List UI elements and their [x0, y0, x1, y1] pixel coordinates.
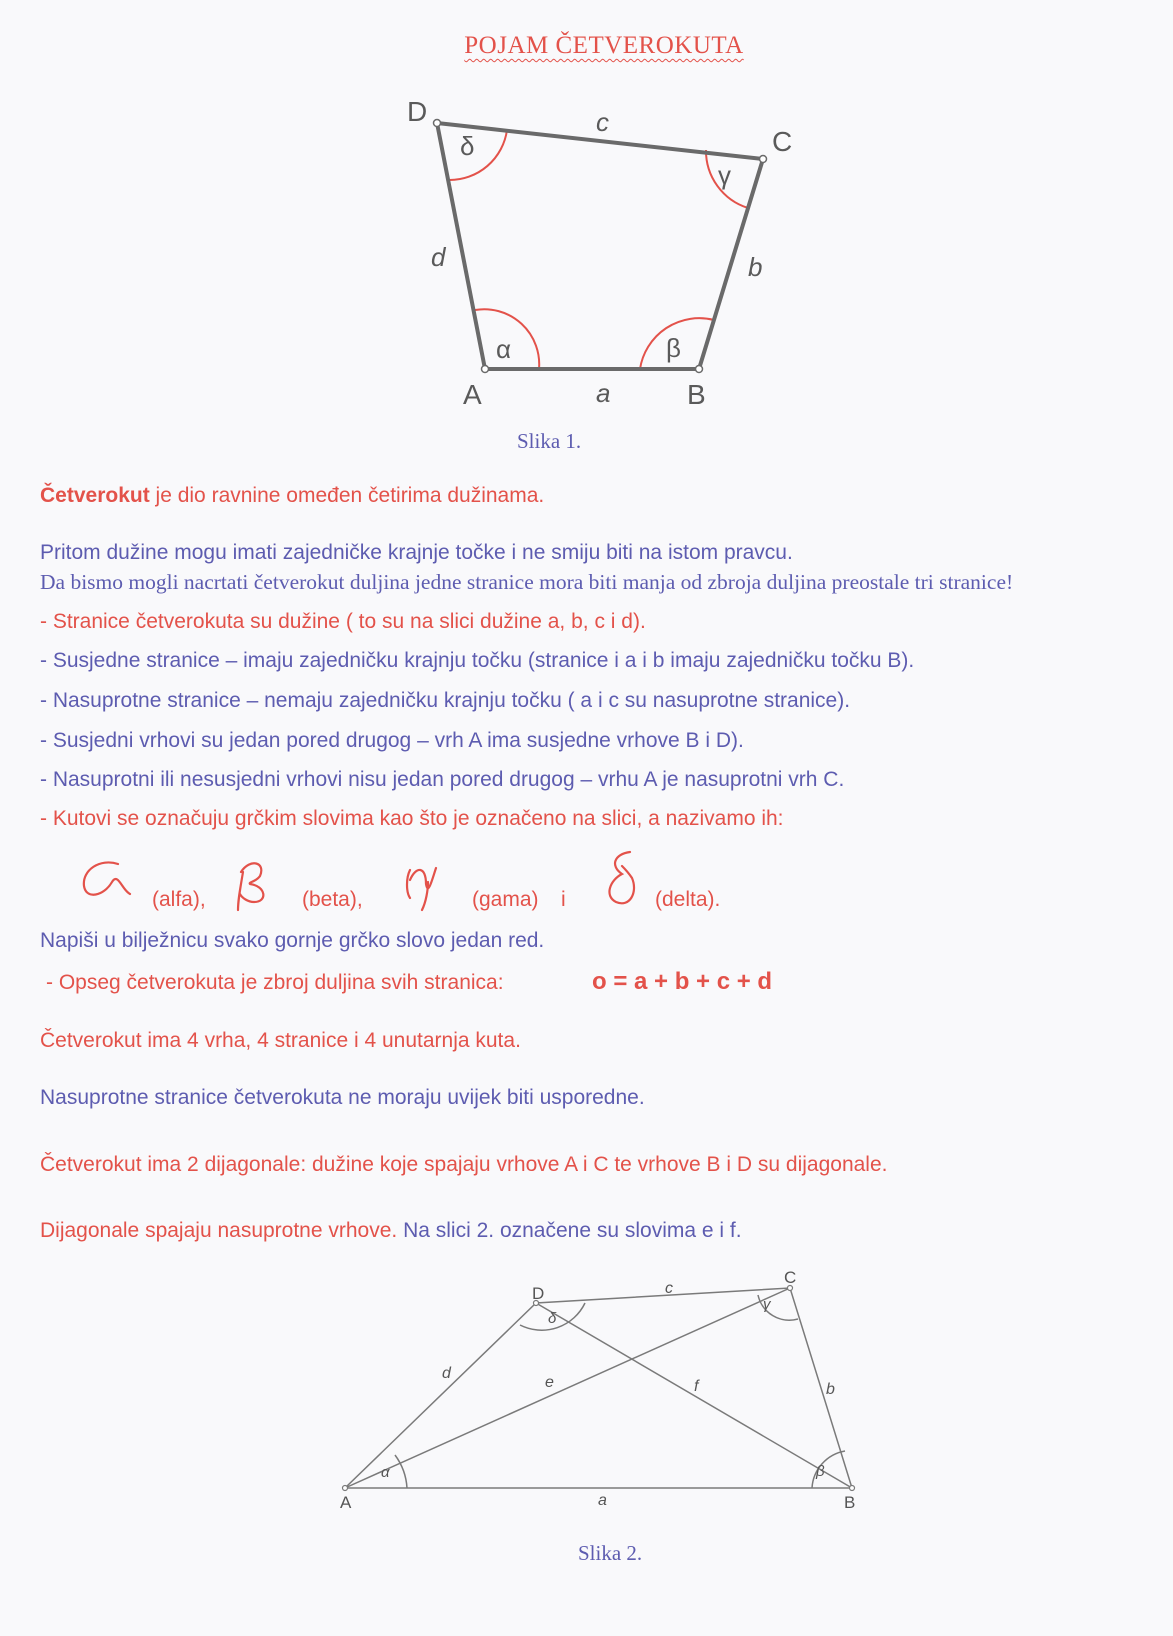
greek-conjunction: i — [561, 888, 566, 911]
fig2-angle-label-delta: δ — [548, 1310, 557, 1327]
fig2-vertex-label-d: D — [532, 1284, 545, 1303]
text-line-4: - Susjedne stranice – imaju zajedničku krajnju točku (stranice i a i b imaju zajedničku točku B). — [40, 649, 915, 672]
angle-label-beta: β — [666, 333, 681, 363]
fact-diagonal-red: Dijagonale spajaju nasuprotne vrhove. — [40, 1219, 398, 1242]
vertex-point-d — [434, 120, 441, 127]
text-line-5: - Nasuprotne stranice – nemaju zajedničku krajnju točku ( a i c su nasuprotne stranice). — [40, 689, 851, 712]
fig2-point-b — [850, 1486, 855, 1491]
fact-parallel: Nasuprotne stranice četverokuta ne moraju uvijek biti usporedne. — [40, 1086, 645, 1109]
text-line-1: Pritom dužine mogu imati zajedničke krajnje točke i ne smiju biti na istom pravcu. — [40, 541, 793, 564]
side-label-b: b — [748, 252, 763, 282]
perimeter-text: - Opseg četverokuta je zbroj duljina svih stranica: — [46, 971, 504, 994]
fact-vertices: Četverokut ima 4 vrha, 4 stranice i 4 unutarnja kuta. — [40, 1029, 521, 1052]
vertex-point-a — [482, 366, 489, 373]
definition-text: je dio ravnine omeđen četirima dužinama. — [149, 484, 545, 507]
figure-1-angle-arcs — [449, 130, 748, 369]
vertex-label-d: D — [407, 96, 428, 127]
fact-diagonals: Četverokut ima 2 dijagonale: dužine koje spajaju vrhove A i C te vrhove B i D su dijagonale. — [40, 1153, 888, 1176]
hand-gamma-glyph — [407, 868, 436, 910]
figure-1-quadrilateral — [0, 0, 1173, 460]
page-title: POJAM ČETVEROKUTA — [464, 32, 744, 59]
fig2-angle-label-beta: β — [816, 1463, 825, 1480]
hand-delta-glyph — [609, 852, 634, 903]
side-label-d: d — [431, 242, 446, 272]
angle-label-gamma: γ — [718, 160, 731, 190]
side-label-c: c — [596, 107, 609, 137]
greek-name-beta: (beta), — [302, 888, 363, 911]
text-line-3: - Stranice četverokuta su dužine ( to su na slici dužine a, b, c i d). — [40, 610, 646, 633]
hand-delta-text — [70, 850, 71, 851]
fig2-vertex-label-c: C — [784, 1268, 797, 1287]
vertex-point-c — [760, 156, 767, 163]
greek-name-gama: (gama) — [472, 888, 539, 911]
fig2-vertex-label-a: A — [340, 1493, 352, 1512]
fig2-point-a — [343, 1486, 348, 1491]
write-task: Napiši u bilježnicu svako gornje grčko slovo jedan red. — [40, 929, 545, 952]
greek-name-alfa: (alfa), — [152, 888, 206, 911]
vertex-label-a: A — [463, 379, 482, 410]
angle-arc-delta — [449, 130, 507, 180]
fig2-side-label-b: b — [826, 1381, 835, 1398]
fig2-angle-label-gamma: γ — [763, 1296, 771, 1313]
fig2-diagonal-label-f: f — [694, 1378, 699, 1395]
side-label-a: a — [596, 378, 611, 408]
definition — [40, 484, 544, 508]
vertex-label-c: C — [772, 126, 793, 157]
hand-beta-glyph — [238, 863, 263, 910]
vertex-point-b — [696, 366, 703, 373]
text-line-6: - Susjedni vrhovi su jedan pored drugog – vrh A ima susjedne vrhove B i D). — [40, 729, 744, 752]
text-line-2: Da bismo mogli nacrtati četverokut duljina jedne stranice mora biti manja od zbroja duljina preostale tri stranice! — [40, 570, 1014, 594]
greek-name-delta: (delta). — [655, 888, 721, 911]
fig2-side-label-a: a — [598, 1492, 607, 1509]
fig2-angle-label-alpha: α — [381, 1464, 390, 1481]
definition-term: Četverokut — [40, 484, 150, 507]
figure-2-diagonals — [0, 1255, 1173, 1515]
hand-alpha-glyph — [84, 862, 130, 894]
perimeter-formula: o = a + b + c + d — [592, 968, 773, 995]
fig2-side-label-d: d — [442, 1365, 451, 1382]
text-line-8: - Kutovi se označuju grčkim slovima kao što je označeno na slici, a nazivamo ih: — [40, 807, 784, 830]
text-line-7: - Nasuprotni ili nesusjedni vrhovi nisu jedan pored drugog – vrhu A je nasuprotni vrh C. — [40, 768, 845, 791]
angle-label-delta: δ — [460, 131, 475, 161]
figure-1-caption: Slika 1. — [517, 429, 582, 453]
fig2-arc-alpha — [395, 1455, 407, 1488]
figure-2-caption: Slika 2. — [578, 1541, 643, 1565]
fact-diagonal-labels — [40, 1219, 742, 1243]
vertex-label-b: B — [687, 379, 706, 410]
fact-diagonal-blue: Na slici 2. označene su slovima e i f. — [397, 1219, 742, 1242]
fig2-diagonal-label-e: e — [545, 1374, 554, 1391]
angle-label-alpha: α — [496, 334, 512, 364]
quadrilateral-abcd — [437, 123, 763, 369]
fig2-vertex-label-b: B — [844, 1493, 856, 1512]
diagonal-e — [345, 1288, 790, 1488]
fig2-side-label-c: c — [665, 1280, 673, 1297]
